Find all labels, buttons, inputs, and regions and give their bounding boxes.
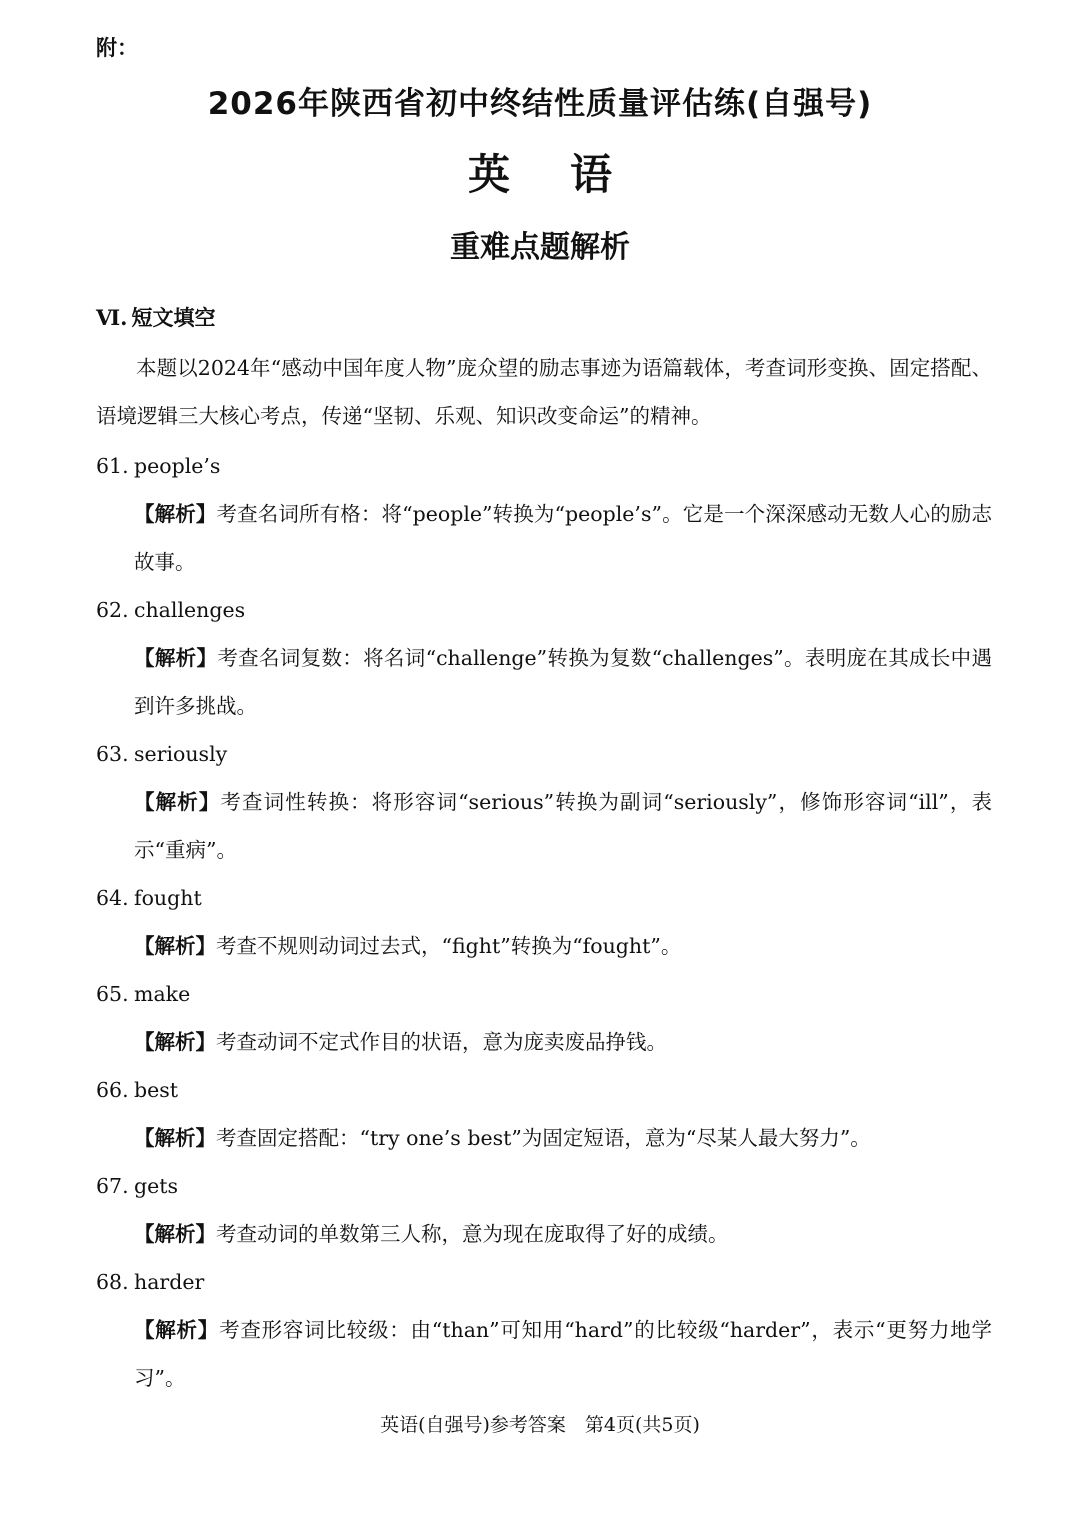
section-intro: 本题以2024年“感动中国年度人物”庞众望的励志事迹为语篇载体，考查词形变换、固定搭配、语境逻辑三大核心考点，传递“坚韧、乐观、知识改变命运”的精神。 [96, 356, 992, 428]
answer-text: make [134, 982, 191, 1006]
analysis-body: 考查名词复数：将名词“challenge”转换为复数“challenges”。表明庞在其成长中遇到许多挑战。 [134, 646, 992, 718]
attachment-label: 附： [96, 36, 138, 60]
analysis-tag: 【解析】 [134, 1222, 216, 1246]
answer-text: fought [134, 886, 202, 910]
analysis-tag: 【解析】 [134, 790, 221, 814]
answer-item [96, 1162, 992, 1258]
analysis-text [134, 490, 992, 586]
analysis-text [134, 1114, 992, 1162]
answer-text: harder [134, 1270, 205, 1294]
answer-line [96, 970, 992, 1018]
analysis-tag: 【解析】 [134, 502, 217, 526]
section-title: 短文填空 [131, 306, 216, 330]
answer-item [96, 586, 992, 730]
analysis-body: 考查形容词比较级：由“than”可知用“hard”的比较级“harder”，表示“更努力地学习”。 [134, 1318, 993, 1390]
answer-text: seriously [134, 742, 228, 766]
question-number: 61. [96, 454, 129, 478]
analysis-tag: 【解析】 [134, 1318, 220, 1342]
question-number: 65. [96, 982, 129, 1006]
answer-line [96, 1066, 992, 1114]
analysis-tag: 【解析】 [134, 934, 216, 958]
answer-text: best [134, 1078, 179, 1102]
answer-item [96, 442, 992, 586]
page-footer: 英语(自强号)参考答案 第4页(共5页) [380, 1414, 700, 1436]
section-number: Ⅵ. [96, 305, 128, 330]
question-number: 62. [96, 598, 129, 622]
subject-title: 英语 [467, 150, 672, 199]
answer-item [96, 1066, 992, 1162]
analysis-text [134, 1018, 992, 1066]
answer-text: challenges [134, 598, 246, 622]
question-number: 64. [96, 886, 129, 910]
analysis-tag: 【解析】 [134, 1126, 216, 1150]
analysis-text [134, 1306, 992, 1402]
answer-line [96, 586, 992, 634]
question-number: 66. [96, 1078, 129, 1102]
main-title: 2026年陕西省初中终结性质量评估练(自强号) [207, 86, 873, 122]
answer-line [96, 442, 992, 490]
section-heading [96, 302, 215, 332]
answer-text: people’s [134, 454, 221, 478]
question-number: 68. [96, 1270, 129, 1294]
answer-line [96, 1162, 992, 1210]
answer-line [96, 730, 992, 778]
analysis-body: 考查动词的单数第三人称，意为现在庞取得了好的成绩。 [216, 1222, 729, 1246]
answer-item [96, 730, 992, 874]
answer-item [96, 874, 992, 970]
analysis-body: 考查名词所有格：将“people”转换为“people’s”。它是一个深深感动无数人心的励志故事。 [134, 502, 992, 574]
question-number: 63. [96, 742, 129, 766]
analysis-body: 考查动词不定式作目的状语，意为庞卖废品挣钱。 [216, 1030, 667, 1054]
analysis-body: 考查不规则动词过去式，“fight”转换为“fought”。 [216, 934, 682, 958]
analysis-tag: 【解析】 [134, 646, 218, 670]
analysis-tag: 【解析】 [134, 1030, 216, 1054]
answer-item [96, 970, 992, 1066]
analysis-text [134, 1210, 992, 1258]
answer-line [96, 1258, 992, 1306]
analysis-text [134, 922, 992, 970]
question-number: 67. [96, 1174, 129, 1198]
answer-line [96, 874, 992, 922]
answer-list [96, 442, 992, 1402]
answer-item [96, 1258, 992, 1402]
analysis-text [134, 634, 992, 730]
subtitle: 重难点题解析 [450, 230, 630, 265]
analysis-body: 考查固定搭配：“try one’s best”为固定短语，意为“尽某人最大努力”。 [216, 1126, 871, 1150]
answer-text: gets [134, 1174, 179, 1198]
analysis-body: 考查词性转换：将形容词“serious”转换为副词“seriously”，修饰形容词“ill”，表示“重病”。 [134, 790, 992, 862]
analysis-text [134, 778, 992, 874]
